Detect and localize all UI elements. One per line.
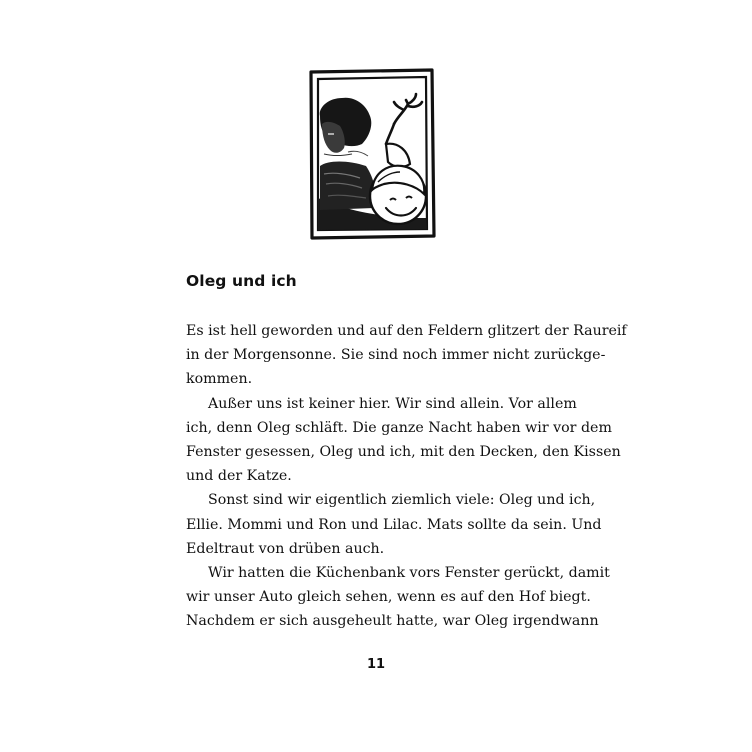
- text-line: Ellie. Mommi und Ron und Lilac. Mats sollte da sein. Und: [186, 516, 602, 533]
- window-illustration: [308, 68, 436, 240]
- text-line: Sonst sind wir eigentlich ziemlich viele: Oleg und ich,: [208, 492, 596, 509]
- page-number: 11: [366, 657, 386, 672]
- text-line: Außer uns ist keiner hier. Wir sind allein. Vor allem: [208, 395, 577, 412]
- text-line: in der Morgensonne. Sie sind noch immer nicht zurückge-: [186, 347, 606, 364]
- body-text: [186, 319, 627, 633]
- text-line: Wir hatten die Küchenbank vors Fenster gerückt, damit: [208, 564, 610, 581]
- text-line: und der Katze.: [186, 468, 292, 485]
- text-line: Edeltraut von drüben auch.: [186, 540, 385, 557]
- text-line: wir unser Auto gleich sehen, wenn es auf den Hof biegt.: [186, 589, 591, 606]
- text-line: ich, denn Oleg schläft. Die ganze Nacht haben wir vor dem: [186, 419, 612, 436]
- child-left-body: [320, 162, 376, 211]
- text-line: Fenster gesessen, Oleg und ich, mit den Decken, den Kissen: [186, 443, 621, 460]
- text-line: kommen.: [186, 371, 253, 388]
- text-line: Nachdem er sich ausgeheult hatte, war Oleg irgendwann: [186, 613, 599, 630]
- chapter-title: Oleg und ich: [186, 272, 297, 290]
- text-line: Es ist hell geworden und auf den Feldern glitzert der Raureif: [186, 323, 627, 339]
